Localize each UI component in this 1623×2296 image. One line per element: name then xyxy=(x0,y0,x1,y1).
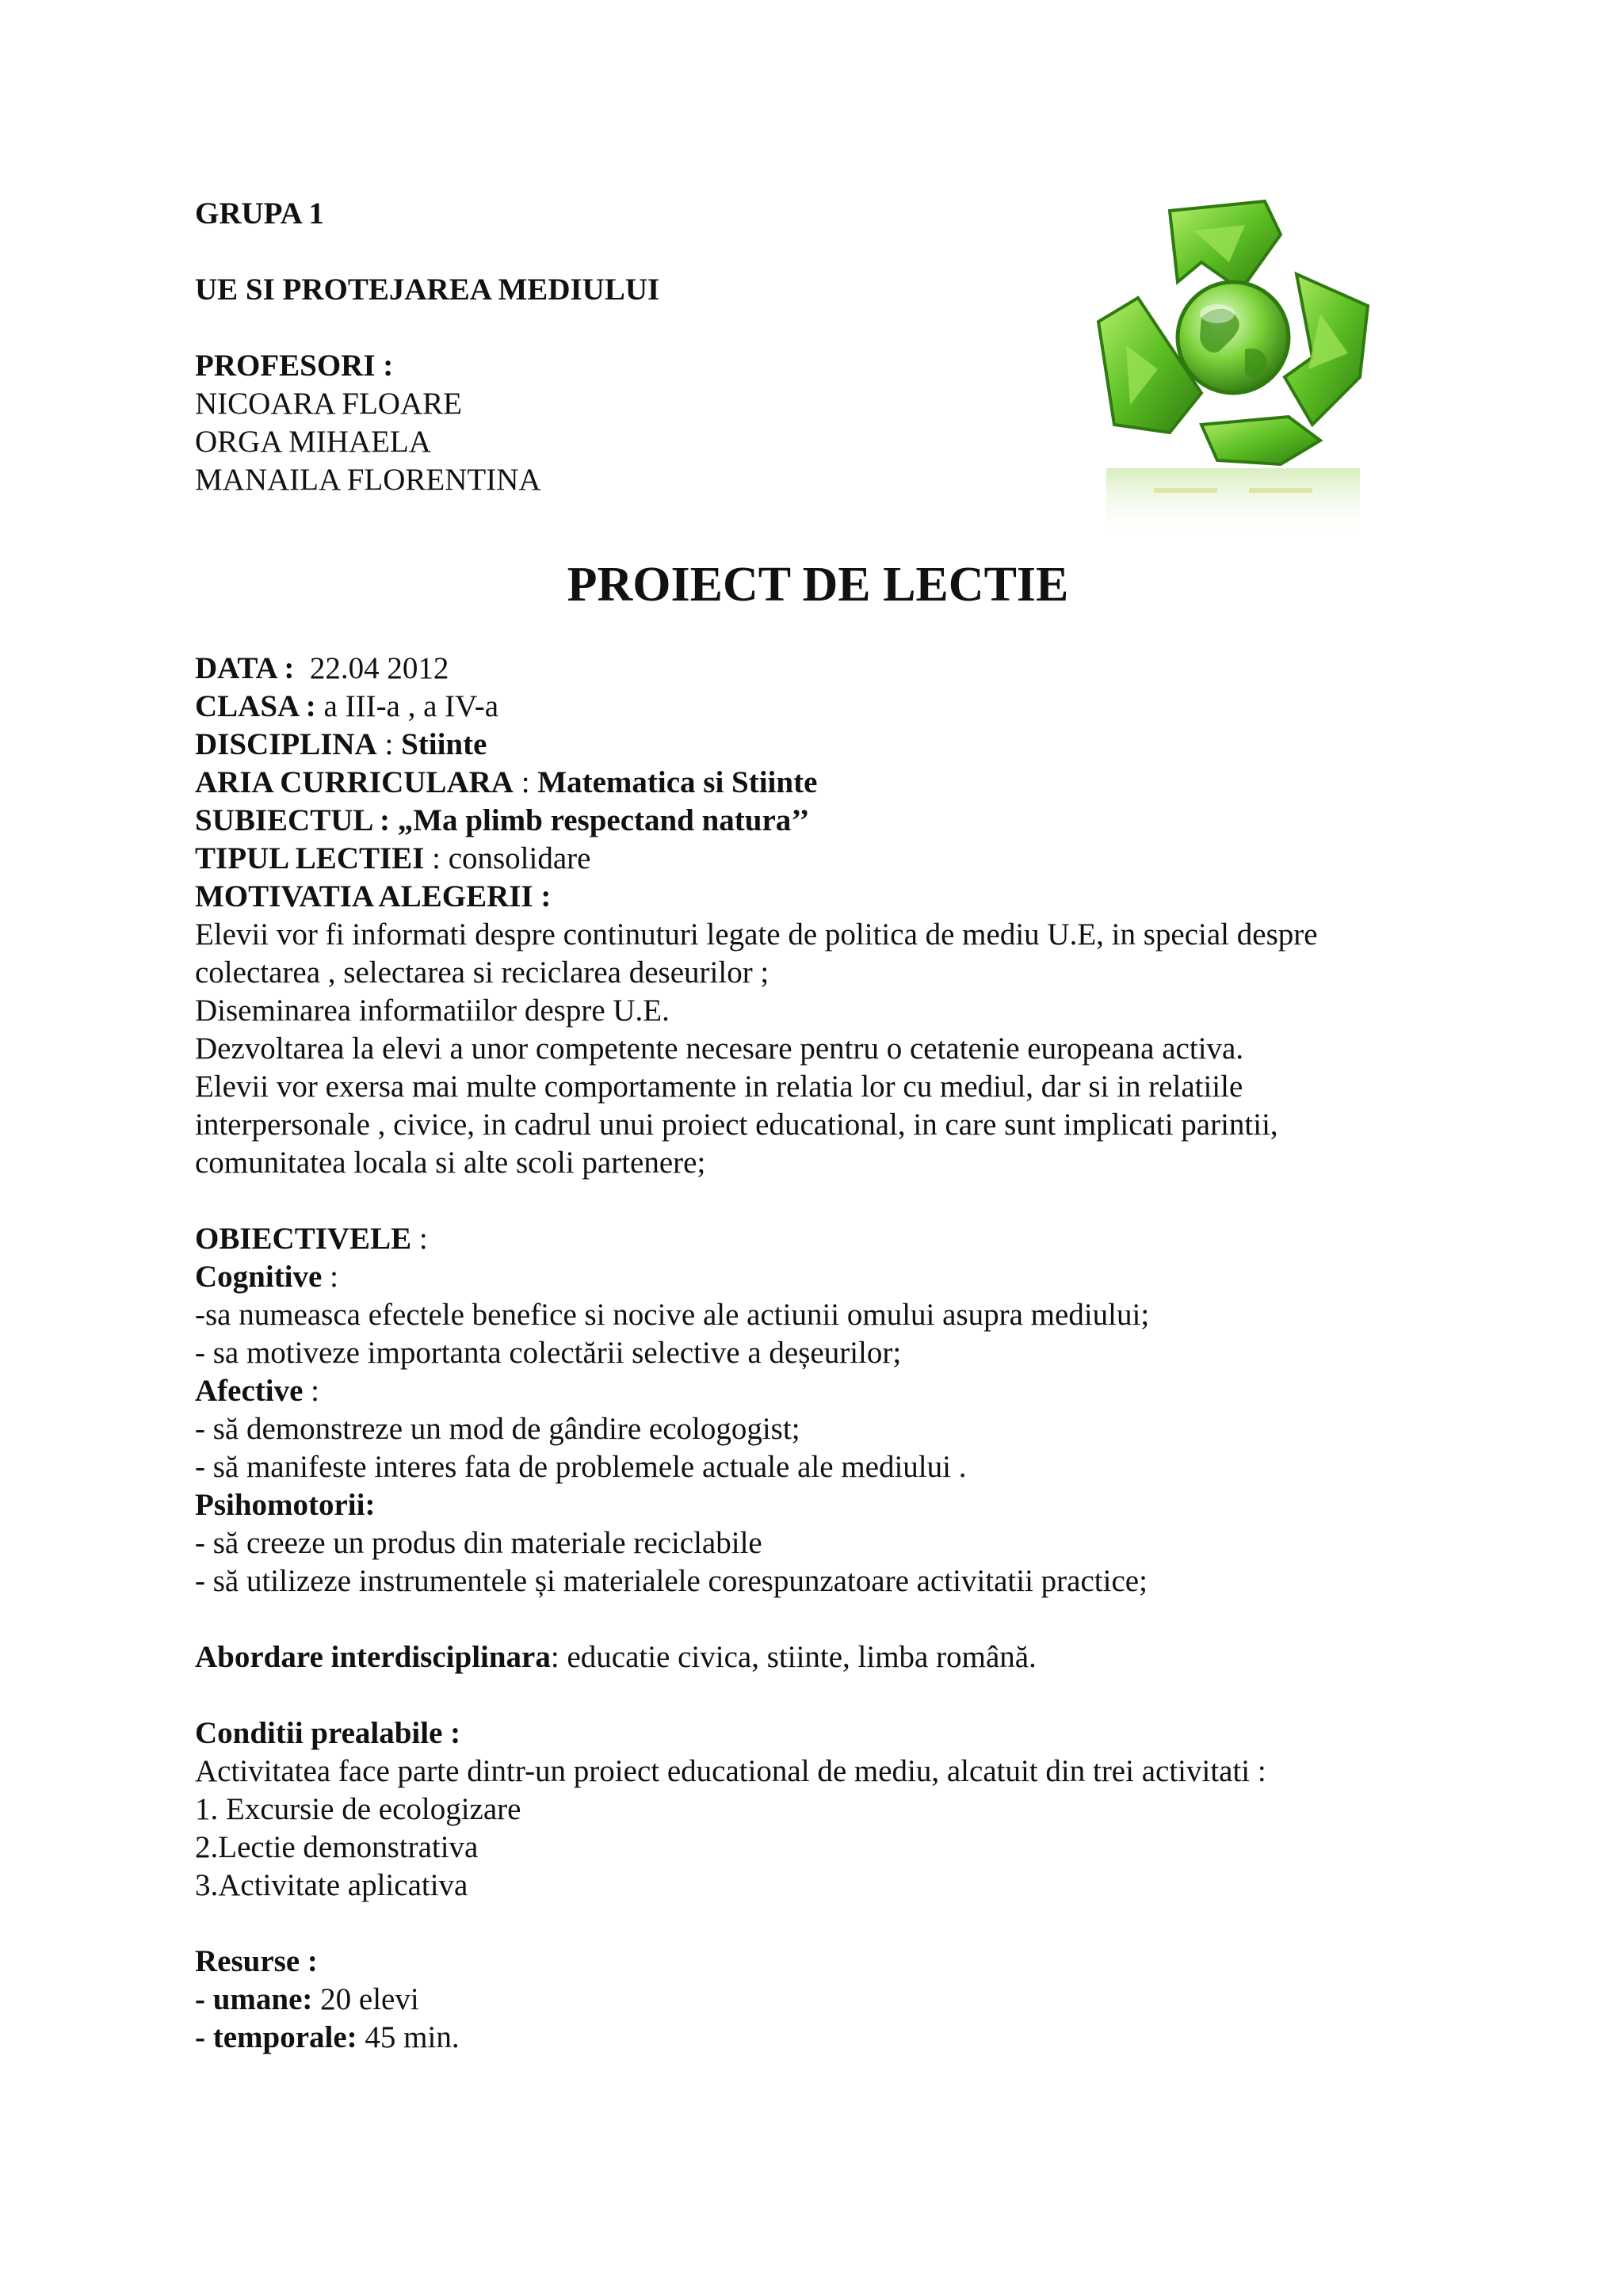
class-label: CLASA : xyxy=(195,689,316,723)
motivation-line: interpersonale , civice, in cadrul unui proiect educational, in care sunt implicati parintii, xyxy=(195,1108,1278,1142)
prerequisite-line: Activitatea face parte dintr-un proiect educational de mediu, alcatuit din trei activitati : xyxy=(195,1754,1266,1788)
area-label: ARIA CURRICULARA xyxy=(195,765,514,799)
objective-item: - sa motiveze importanta colectării selective a deșeurilor; xyxy=(195,1336,902,1370)
objectives-label: OBIECTIVELE xyxy=(195,1222,412,1256)
objective-item: - să creeze un produs din materiale reciclabile xyxy=(195,1526,762,1560)
resource-human xyxy=(195,1981,1431,2019)
approach-value: : educatie civica, stiinte, limba română. xyxy=(550,1640,1037,1674)
group-label: GRUPA 1 xyxy=(195,196,324,231)
resource-time xyxy=(195,2019,1431,2057)
interdisciplinary-approach xyxy=(195,1638,1431,1676)
spacer xyxy=(195,1182,1431,1220)
area-value: Matematica si Stiinte xyxy=(537,765,818,799)
discipline-label: DISCIPLINA xyxy=(195,727,377,761)
info-class xyxy=(195,688,1431,726)
spacer xyxy=(195,1676,1431,1714)
human-label: - umane: xyxy=(195,1982,313,2016)
motivation-line: Diseminarea informatiilor despre U.E. xyxy=(195,994,670,1028)
info-subject: SUBIECTUL : „Ma plimb respectand natura’’ xyxy=(195,803,810,837)
teacher-name: ORGA MIHAELA xyxy=(195,425,431,459)
area-sep: : xyxy=(513,765,538,799)
human-value: 20 elevi xyxy=(312,1982,419,2016)
motivation-label: MOTIVATIA ALEGERII : xyxy=(195,879,552,913)
spacer xyxy=(195,233,1067,271)
recycle-arrow-icon xyxy=(1170,201,1281,290)
approach-label: Abordare interdisciplinara xyxy=(195,1640,551,1674)
recycle-globe-icon xyxy=(1083,187,1384,543)
discipline-value: Stiinte xyxy=(401,727,487,761)
spacer xyxy=(195,1600,1431,1638)
lesson-type-label: TIPUL LECTIEI xyxy=(195,841,425,875)
resources-label: Resurse : xyxy=(195,1944,318,1978)
spacer xyxy=(195,309,1067,347)
date-value: 22.04 2012 xyxy=(309,651,449,685)
teacher-name: NICOARA FLOARE xyxy=(195,387,462,421)
objective-item: - să demonstreze un mod de gândire ecologogist; xyxy=(195,1412,800,1446)
page-title: PROIECT DE LECTIE xyxy=(567,558,1069,612)
motivation-line: colectarea , selectarea si reciclarea deseurilor ; xyxy=(195,955,769,990)
recycle-arrow-icon xyxy=(1285,274,1368,425)
lesson-body xyxy=(195,650,1431,2057)
prerequisite-line: 2.Lectie demonstrativa xyxy=(195,1830,479,1864)
cognitive-label: Cognitive xyxy=(195,1260,323,1294)
discipline-sep: : xyxy=(376,727,402,761)
cognitive-heading xyxy=(195,1258,1431,1296)
info-lesson-type xyxy=(195,840,1431,878)
affective-label: Afective xyxy=(195,1374,304,1408)
reflection xyxy=(1106,468,1360,540)
info-discipline xyxy=(195,726,1431,764)
info-area xyxy=(195,764,1431,802)
prerequisite-line: 1. Excursie de ecologizare xyxy=(195,1792,521,1826)
spacer xyxy=(195,1905,1431,1943)
objectives-heading xyxy=(195,1220,1431,1258)
cognitive-sep: : xyxy=(322,1260,338,1294)
date-label: DATA : xyxy=(195,651,295,685)
psychomotor-label: Psihomotorii: xyxy=(195,1488,376,1522)
info-date xyxy=(195,650,1431,688)
teacher-name: MANAILA FLORENTINA xyxy=(195,463,541,497)
theme-title: UE SI PROTEJAREA MEDIULUI xyxy=(195,273,660,307)
class-value: a III-a , a IV-a xyxy=(323,689,499,723)
teachers-label: PROFESORI : xyxy=(195,349,394,383)
header-block xyxy=(195,195,1067,499)
prerequisites-label: Conditii prealabile : xyxy=(195,1716,461,1750)
objective-item: -sa numeasca efectele benefice si nocive ale actiunii omului asupra mediului; xyxy=(195,1298,1150,1332)
objective-item: - să manifeste interes fata de problemele actuale ale mediului . xyxy=(195,1450,967,1484)
motivation-line: Elevii vor exersa mai multe comportamente in relatia lor cu mediul, dar si in relatiile xyxy=(195,1070,1243,1104)
time-label: - temporale: xyxy=(195,2020,357,2054)
motivation-line: Elevii vor fi informati despre continuturi legate de politica de mediu U.E, in special despre xyxy=(195,917,1318,952)
motivation-line: comunitatea locala si alte scoli partenere; xyxy=(195,1146,706,1180)
affective-sep: : xyxy=(303,1374,319,1408)
objective-item: - să utilizeze instrumentele și materialele corespunzatoare activitatii practice; xyxy=(195,1564,1148,1598)
time-value: 45 min. xyxy=(357,2020,460,2054)
objectives-sep: : xyxy=(411,1222,428,1256)
recycle-arrow-icon xyxy=(1201,417,1320,464)
prerequisite-line: 3.Activitate aplicativa xyxy=(195,1868,468,1902)
lesson-type-value: : consolidare xyxy=(424,841,591,875)
motivation-line: Dezvoltarea la elevi a unor competente necesare pentru o cetatenie europeana activa. xyxy=(195,1032,1244,1066)
affective-heading xyxy=(195,1372,1431,1410)
